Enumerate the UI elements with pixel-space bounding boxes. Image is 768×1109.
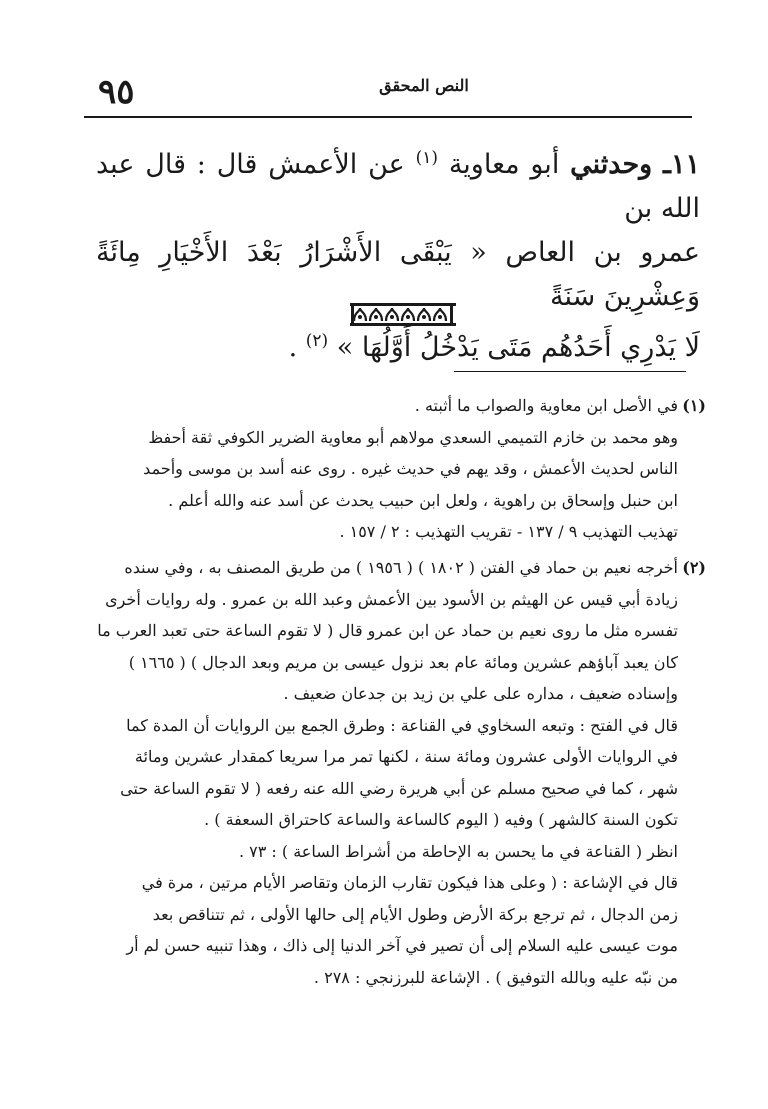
hadith-period: .	[288, 332, 298, 363]
header-rule	[84, 116, 692, 118]
page-header	[84, 58, 692, 118]
footnote-line: ابن حنبل وإسحاق بن راهوية ، ولعل ابن حبيب يحدث عن أسد عنه والله أعلم .	[168, 490, 678, 510]
hadith-quote-end: لَا يَدْرِي أَحَدُهُم مَتَى يَدْخُلُ أَوَّلُهَا »	[336, 332, 700, 363]
footnote-number: (١)	[682, 396, 706, 415]
footnote-line: قال في الفتح : وتبعه السخاوي في القناعة : وطرق الجمع بين الروايات أن المدة كما	[126, 715, 678, 735]
hadith-lead-word: وحدثني	[570, 149, 653, 180]
footnote-number: (٢)	[682, 558, 706, 577]
footnote-ref-2[interactable]: (٢)	[305, 331, 329, 351]
hadith-line-2: عمرو بن العاص « يَبْقَى الأَشْرَارُ بَعْدَ الأَخْيَارِ مِائَةً وَعِشْرِينَ سَنَةً	[96, 237, 700, 312]
page-number: ٩٥	[98, 72, 135, 112]
footnote-line: تكون السنة كالشهر ) وفيه ( اليوم كالساعة والساعة كاحتراق السعفة ) .	[204, 810, 678, 829]
footnote-2	[92, 552, 706, 993]
footnote-line: شهر ، كما في صحيح مسلم عن أبي هريرة رضي الله عنه رفعه ( لا تقوم الساعة حتى	[120, 778, 678, 798]
footnote-ref-1[interactable]: (١)	[415, 148, 438, 168]
footnote-line: انظر ( القناعة في ما يحسن به الإحاطة من أشراط الساعة ) : ٧٣ .	[238, 841, 678, 861]
footnote-line: تهذيب التهذيب ٩ / ١٣٧ - تقريب التهذيب : ٢ / ١٥٧ .	[339, 522, 678, 541]
footnote-line: وهو محمد بن خازم التميمي السعدي مولاهم أبو معاوية الضرير الكوفي ثقة أحفظ	[148, 427, 678, 447]
footnote-line: زمن الدجال ، ثم ترجع بركة الأرض وطول الأيام إلى حالها الأولى ، ثم تتناقص بعد	[152, 904, 678, 924]
footnote-line: كان يعبد آباؤهم عشرين ومائة عام بعد نزول عيسى بن مريم وبعد الدجال ) ( ١٦٦٥ )	[128, 652, 678, 672]
hadith-line-1	[96, 136, 700, 231]
footnote-line: قال في الإشاعة : ( وعلى هذا فيكون تقارب الزمان وتقاصر الأيام مرتين ، مرة في	[141, 873, 678, 892]
footnote-1	[92, 390, 706, 552]
footnote-line: من نبّه عليه وبالله التوفيق ) . الإشاعة للبرزنجي : ٢٧٨ .	[313, 967, 678, 987]
footnotes	[92, 390, 706, 993]
hadith-text	[96, 136, 700, 370]
running-title: النص المحقق	[379, 76, 469, 95]
footnote-line: أخرجه نعيم بن حماد في الفتن ( ١٨٠٢ ) ( ١٩٥٦ ) من طريق المصنف به ، وفي سنده	[124, 558, 678, 577]
footnote-line: الناس لحديث الأعمش ، وقد يهم في حديث غيره . روى عنه أسد بن موسى وأحمد	[143, 459, 678, 478]
footnote-line: في الروايات الأولى عشرون ومائة سنة ، لكنها تمر مرا سريعا كمقدار عشرين ومائة	[134, 747, 678, 766]
narrator-name: أبو معاوية	[448, 149, 560, 180]
footnote-separator	[454, 371, 686, 372]
chain-text: عن الأعمش قال : قال عبد الله بن	[96, 149, 700, 224]
footnote-line: تفسره مثل ما روى نعيم بن حماد عن ابن عمرو قال ( لا تقوم الساعة حتى تعبد العرب ما	[97, 621, 678, 640]
footnote-line: موت عيسى عليه السلام إلى أن تصير في آخر الدنيا إلى ذاك ، وهذا تنبيه حسن لم أر	[126, 936, 678, 955]
footnote-line: زيادة أبي قيس عن الهيثم بن الأسود بين الأعمش وعبد الله بن عمرو . وله روايات أخرى	[105, 589, 678, 609]
hadith-number: ١١ـ	[663, 149, 700, 180]
footnote-line: في الأصل ابن معاوية والصواب ما أثبته .	[414, 396, 678, 415]
footnote-line: وإسناده ضعيف ، مداره على علي بن زيد بن جدعان ضعيف .	[283, 684, 678, 703]
ornament-divider	[348, 300, 458, 328]
